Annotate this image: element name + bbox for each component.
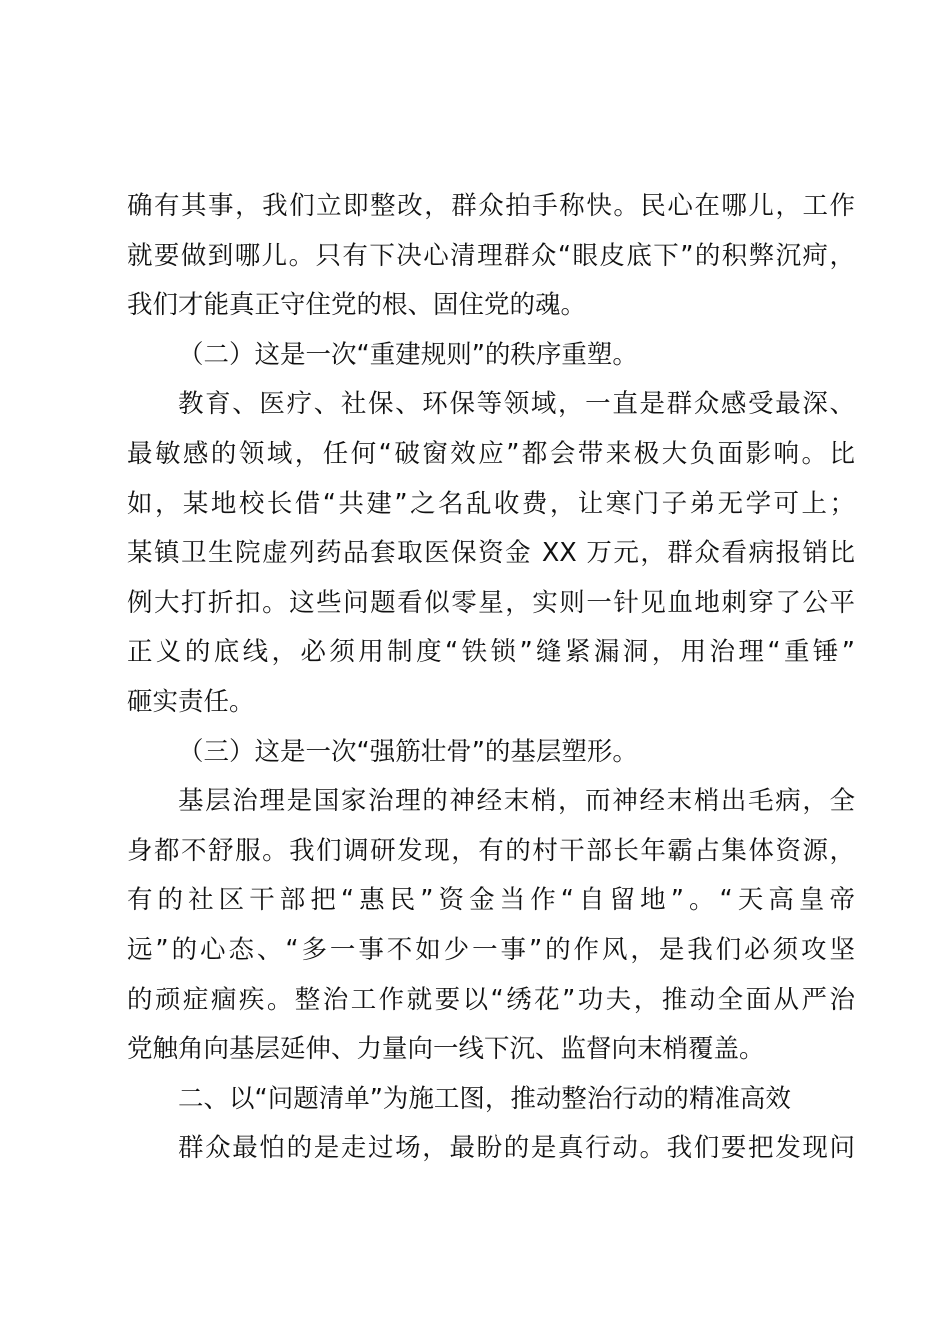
text-line: 就要做到哪儿。只有下决心清理群众“眼皮底下”的积弊沉疴， bbox=[127, 240, 855, 271]
text-line: 远”的心态、“多一事不如少一事”的作风，是我们必须攻坚 bbox=[127, 934, 855, 965]
heading-text: （二）这是一次“重建规则”的秩序重塑。 bbox=[178, 339, 638, 370]
text-line: 的顽症痼疾。整治工作就要以“绣花”功夫，推动全面从严治 bbox=[127, 984, 855, 1015]
heading-part-2 bbox=[127, 1075, 855, 1125]
paragraph-4 bbox=[127, 1124, 855, 1174]
text-line: 例大打折扣。这些问题看似零星，实则一针见血地刺穿了公平 bbox=[127, 587, 855, 618]
text-line: 基层治理是国家治理的神经末梢，而神经末梢出毛病，全 bbox=[178, 786, 855, 817]
paragraph-1 bbox=[127, 182, 855, 331]
text-line: 某镇卫生院虚列药品套取医保资金 XX 万元，群众看病报销比 bbox=[127, 538, 855, 569]
text-line: 最敏感的领域，任何“破窗效应”都会带来极大负面影响。比 bbox=[127, 438, 855, 469]
text-line: 教育、医疗、社保、环保等领域，一直是群众感受最深、 bbox=[178, 389, 855, 420]
text-line: 身都不舒服。我们调研发现，有的村干部长年霸占集体资源， bbox=[127, 835, 855, 866]
text-line: 正义的底线，必须用制度“铁锁”缝紧漏洞，用治理“重锤” bbox=[127, 637, 855, 668]
heading-section-2 bbox=[127, 331, 855, 381]
heading-text: 二、以“问题清单”为施工图，推动整治行动的精准高效 bbox=[178, 1083, 791, 1114]
text-line: 如，某地校长借“共建”之名乱收费，让寒门子弟无学可上； bbox=[127, 488, 855, 519]
text-line: 群众最怕的是走过场，最盼的是真行动。我们要把发现问 bbox=[178, 1133, 855, 1164]
text-line: 有的社区干部把“惠民”资金当作“自留地”。“天高皇帝 bbox=[127, 885, 855, 916]
text-line: 砸实责任。 bbox=[127, 686, 255, 717]
paragraph-3 bbox=[127, 777, 855, 1075]
heading-section-3 bbox=[127, 728, 855, 778]
text-line: 我们才能真正守住党的根、固住党的魂。 bbox=[127, 290, 587, 321]
paragraph-2 bbox=[127, 380, 855, 727]
document-page bbox=[127, 182, 855, 1174]
text-line: 确有其事，我们立即整改，群众拍手称快。民心在哪儿，工作 bbox=[127, 191, 855, 221]
text-line: 党触角向基层延伸、力量向一线下沉、监督向末梢覆盖。 bbox=[127, 1034, 765, 1065]
heading-text: （三）这是一次“强筋壮骨”的基层塑形。 bbox=[178, 736, 638, 767]
